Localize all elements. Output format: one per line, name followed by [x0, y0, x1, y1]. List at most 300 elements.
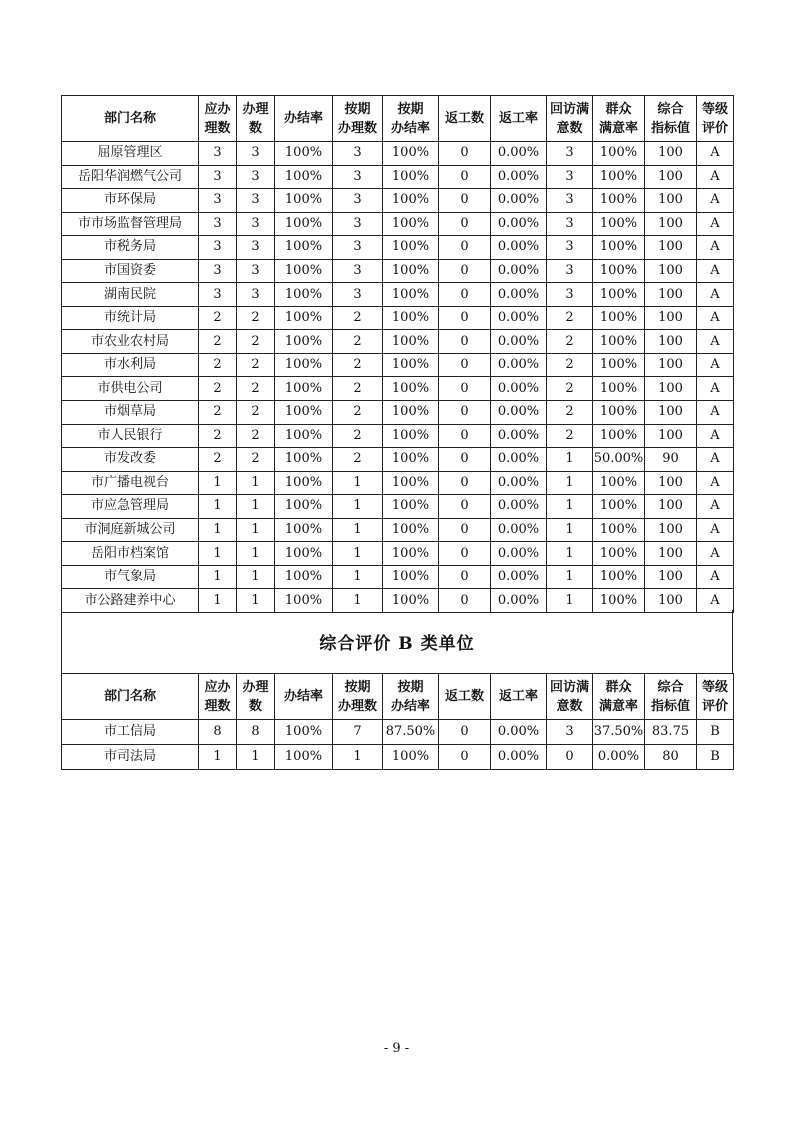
table-cell: 37.50% — [593, 720, 645, 745]
table-cell: 2 — [199, 424, 237, 448]
table-cell: 2 — [199, 377, 237, 401]
column-header — [333, 674, 383, 720]
table-cell: 100 — [645, 189, 697, 213]
column-header — [697, 674, 734, 720]
table-cell: 3 — [333, 189, 383, 213]
table-cell: 100% — [275, 720, 333, 745]
department-name-cell: 市市场监督管理局 — [62, 212, 199, 236]
column-header-line: 评价 — [701, 120, 728, 136]
table-cell: 100 — [645, 330, 697, 354]
table-cell: 100% — [275, 353, 333, 377]
page-number: - 9 - — [383, 1041, 410, 1056]
table-cell: 1 — [199, 495, 237, 519]
column-header-line: 数 — [248, 698, 262, 714]
table-cell: 2 — [547, 306, 593, 330]
table-cell: 0 — [439, 424, 491, 448]
table-cell: 0.00% — [491, 542, 547, 566]
table-cell: 100% — [275, 542, 333, 566]
table-cell: 100% — [275, 259, 333, 283]
table-cell: 100% — [275, 377, 333, 401]
table-cell: A — [697, 424, 734, 448]
table-cell: 100% — [383, 542, 439, 566]
column-header-line: 办理数 — [337, 698, 377, 714]
table-cell: A — [697, 189, 734, 213]
table-cell: 100% — [593, 330, 645, 354]
table-cell: A — [697, 377, 734, 401]
table-cell: 2 — [237, 401, 275, 425]
table-cell: 1 — [237, 495, 275, 519]
table-header-row — [62, 96, 734, 142]
table-row — [62, 745, 734, 770]
table-cell: 3 — [333, 212, 383, 236]
table-cell: 0 — [439, 306, 491, 330]
table-cell: 100 — [645, 589, 697, 613]
column-header — [383, 674, 439, 720]
table-cell: 100% — [593, 518, 645, 542]
table-cell: 0 — [439, 518, 491, 542]
table-cell: 2 — [547, 330, 593, 354]
table-cell: 83.75 — [645, 720, 697, 745]
table-cell: 100 — [645, 518, 697, 542]
table-cell: 100% — [383, 401, 439, 425]
department-name-cell: 岳阳华润燃气公司 — [62, 165, 199, 189]
table-cell: 0.00% — [593, 745, 645, 770]
table-cell: 100% — [383, 565, 439, 589]
table-cell: 100% — [593, 589, 645, 613]
table-cell: 100% — [593, 283, 645, 307]
table-row — [62, 542, 734, 566]
table-cell: 100% — [593, 306, 645, 330]
column-header-line: 返工率 — [498, 689, 538, 704]
table-cell: 3 — [333, 236, 383, 260]
table-cell: 100% — [593, 401, 645, 425]
department-name-cell: 市洞庭新城公司 — [62, 518, 199, 542]
table-cell: 1 — [547, 542, 593, 566]
table-cell: 100% — [593, 259, 645, 283]
table-cell: 1 — [333, 542, 383, 566]
table-cell: 2 — [199, 353, 237, 377]
table-cell: 2 — [333, 353, 383, 377]
table-cell: 100 — [645, 212, 697, 236]
column-header — [547, 674, 593, 720]
section-title: 综合评价 B 类单位 — [319, 634, 475, 654]
table-cell: 0.00% — [491, 259, 547, 283]
table-cell: 90 — [645, 448, 697, 472]
table-cell: 0 — [439, 189, 491, 213]
table-cell: 3 — [199, 165, 237, 189]
table-cell: 0 — [439, 745, 491, 770]
column-header — [275, 674, 333, 720]
table-cell: 100 — [645, 236, 697, 260]
table-cell: 100% — [383, 306, 439, 330]
column-header-line: 办理 — [242, 101, 269, 117]
table-cell: 3 — [547, 189, 593, 213]
table-cell: 0.00% — [491, 401, 547, 425]
column-header — [491, 674, 547, 720]
table-cell: 100 — [645, 377, 697, 401]
column-header-line: 办结率 — [390, 120, 430, 136]
table-cell: 3 — [333, 165, 383, 189]
table-cell: 100 — [645, 142, 697, 166]
table-cell: 100% — [383, 589, 439, 613]
table-cell: 100% — [383, 236, 439, 260]
table-cell: 1 — [333, 589, 383, 613]
column-header-line: 应办 — [204, 679, 231, 695]
table-cell: 0.00% — [491, 236, 547, 260]
table-cell: 1 — [199, 471, 237, 495]
table-cell: 0 — [439, 589, 491, 613]
table-cell: A — [697, 589, 734, 613]
table-cell: 3 — [237, 236, 275, 260]
column-header-line: 返工数 — [444, 689, 484, 704]
table-cell: 100% — [383, 259, 439, 283]
column-header-line: 办结率 — [283, 689, 323, 704]
table-cell: A — [697, 471, 734, 495]
table-cell: 0 — [439, 236, 491, 260]
column-header-line: 办结率 — [283, 111, 323, 126]
table-cell: A — [697, 448, 734, 472]
table-cell: 3 — [237, 165, 275, 189]
table-cell: 100% — [275, 165, 333, 189]
column-header — [275, 96, 333, 142]
department-name-cell: 市环保局 — [62, 189, 199, 213]
table-cell: 8 — [199, 720, 237, 745]
table-cell: 3 — [237, 259, 275, 283]
column-header — [645, 674, 697, 720]
column-header-line: 按期 — [397, 101, 424, 117]
table-cell: 0.00% — [491, 745, 547, 770]
column-header — [333, 96, 383, 142]
table-cell: 100% — [275, 212, 333, 236]
table-cell: 0.00% — [491, 518, 547, 542]
column-header-line: 等级 — [701, 679, 728, 695]
table-row — [62, 212, 734, 236]
table-cell: 0.00% — [491, 565, 547, 589]
column-header-line: 回访满 — [549, 679, 589, 695]
table-cell: 2 — [547, 424, 593, 448]
department-name-cell: 市公路建养中心 — [62, 589, 199, 613]
table-cell: 100% — [593, 142, 645, 166]
table-cell: 1 — [237, 565, 275, 589]
table-cell: 100 — [645, 542, 697, 566]
table-cell: 0.00% — [491, 377, 547, 401]
table-cell: 100% — [275, 424, 333, 448]
table-cell: 100% — [275, 306, 333, 330]
table-cell: B — [697, 745, 734, 770]
table-cell: A — [697, 236, 734, 260]
table-cell: 3 — [199, 236, 237, 260]
table-cell: 8 — [237, 720, 275, 745]
table-cell: 100% — [275, 189, 333, 213]
table-cell: 0.00% — [491, 330, 547, 354]
column-header — [439, 674, 491, 720]
table-cell: 100% — [275, 236, 333, 260]
table-cell: 0 — [439, 720, 491, 745]
table-cell: 100% — [275, 518, 333, 542]
table-cell: 1 — [237, 542, 275, 566]
column-header — [645, 96, 697, 142]
table-cell: 3 — [333, 259, 383, 283]
table-cell: A — [697, 212, 734, 236]
table-cell: 100% — [383, 448, 439, 472]
table-cell: A — [697, 165, 734, 189]
table-cell: 0.00% — [491, 142, 547, 166]
table-cell: 1 — [547, 518, 593, 542]
table-cell: 100 — [645, 283, 697, 307]
table-cell: 3 — [333, 283, 383, 307]
department-name-cell: 市司法局 — [62, 745, 199, 770]
table-cell: 2 — [547, 401, 593, 425]
table-cell: 1 — [237, 518, 275, 542]
table-cell: 0.00% — [491, 212, 547, 236]
table-row — [62, 353, 734, 377]
table-cell: 3 — [199, 212, 237, 236]
table-cell: 3 — [199, 259, 237, 283]
table-cell: 100% — [593, 212, 645, 236]
table-cell: 2 — [547, 353, 593, 377]
department-name-cell: 市应急管理局 — [62, 495, 199, 519]
table-cell: 100% — [275, 448, 333, 472]
column-header-line: 按期 — [397, 679, 424, 695]
table-cell: 2 — [237, 448, 275, 472]
table-cell: 100% — [383, 283, 439, 307]
table-cell: 1 — [237, 471, 275, 495]
table-cell: 0 — [439, 353, 491, 377]
table-cell: 3 — [199, 189, 237, 213]
column-header-line: 群众 — [605, 101, 632, 117]
table-header-row — [62, 674, 734, 720]
table-cell: 1 — [333, 565, 383, 589]
table-cell: 100% — [383, 330, 439, 354]
table-cell: 0.00% — [491, 353, 547, 377]
table-cell: 0 — [439, 142, 491, 166]
table-cell: 100% — [383, 745, 439, 770]
table-cell: 2 — [333, 448, 383, 472]
table-cell: 0 — [439, 471, 491, 495]
table-cell: 0 — [439, 542, 491, 566]
table-cell: 1 — [547, 448, 593, 472]
table-cell: 3 — [237, 142, 275, 166]
table-cell: 1 — [547, 565, 593, 589]
table-cell: 2 — [199, 306, 237, 330]
table-cell: 100 — [645, 401, 697, 425]
table-cell: A — [697, 401, 734, 425]
table-cell: 100% — [383, 424, 439, 448]
table-cell: 87.50% — [383, 720, 439, 745]
table-cell: 100% — [275, 565, 333, 589]
table-cell: 2 — [199, 448, 237, 472]
column-header-line: 办理数 — [337, 120, 377, 136]
column-header-line: 群众 — [605, 679, 632, 695]
table-a-units — [61, 95, 734, 613]
table-cell: 3 — [547, 259, 593, 283]
table-cell: 1 — [199, 745, 237, 770]
table-row — [62, 424, 734, 448]
column-header-line: 意数 — [556, 120, 583, 136]
table-row — [62, 283, 734, 307]
section-b-heading — [61, 610, 733, 673]
table-cell: 0 — [439, 401, 491, 425]
column-header — [547, 96, 593, 142]
department-name-cell: 市农业农村局 — [62, 330, 199, 354]
table-cell: 1 — [333, 495, 383, 519]
column-header — [199, 674, 237, 720]
table-b-body — [62, 720, 734, 770]
table-cell: 2 — [199, 330, 237, 354]
department-name-cell: 市工信局 — [62, 720, 199, 745]
department-name-cell: 市气象局 — [62, 565, 199, 589]
table-cell: 0 — [547, 745, 593, 770]
table-row — [62, 401, 734, 425]
table-cell: 0.00% — [491, 495, 547, 519]
column-header — [237, 674, 275, 720]
table-cell: 0.00% — [491, 471, 547, 495]
table-cell: A — [697, 353, 734, 377]
table-cell: 1 — [199, 565, 237, 589]
table-cell: 100% — [593, 565, 645, 589]
department-name-cell: 市国资委 — [62, 259, 199, 283]
table-row — [62, 259, 734, 283]
department-name-cell: 市统计局 — [62, 306, 199, 330]
column-header — [62, 674, 199, 720]
column-header-line: 理数 — [204, 698, 231, 714]
table-cell: A — [697, 330, 734, 354]
table-cell: 3 — [199, 142, 237, 166]
table-cell: 2 — [333, 330, 383, 354]
table-cell: 100% — [593, 542, 645, 566]
table-row — [62, 142, 734, 166]
table-cell: 0 — [439, 259, 491, 283]
table-cell: 2 — [237, 330, 275, 354]
table-cell: 50.00% — [593, 448, 645, 472]
table-cell: 3 — [547, 283, 593, 307]
column-header-line: 办理 — [242, 679, 269, 695]
table-cell: 100% — [383, 189, 439, 213]
table-cell: A — [697, 283, 734, 307]
table-cell: 100% — [593, 377, 645, 401]
table-cell: 0 — [439, 165, 491, 189]
table-cell: 100% — [593, 471, 645, 495]
table-cell: 1 — [199, 542, 237, 566]
table-cell: 2 — [333, 306, 383, 330]
table-cell: A — [697, 306, 734, 330]
table-cell: 100 — [645, 495, 697, 519]
column-header — [593, 96, 645, 142]
table-row — [62, 330, 734, 354]
column-header-line: 数 — [248, 120, 262, 136]
table-cell: 100 — [645, 471, 697, 495]
table-cell: 3 — [547, 212, 593, 236]
table-cell: 2 — [237, 306, 275, 330]
table-cell: 100% — [593, 353, 645, 377]
table-row — [62, 165, 734, 189]
table-row — [62, 448, 734, 472]
column-header-line: 意数 — [556, 698, 583, 714]
table-cell: 0 — [439, 283, 491, 307]
column-header-line: 满意率 — [598, 120, 638, 136]
table-cell: A — [697, 495, 734, 519]
department-name-cell: 市人民银行 — [62, 424, 199, 448]
table-cell: 100 — [645, 165, 697, 189]
table-cell: A — [697, 518, 734, 542]
table-cell: 100% — [593, 236, 645, 260]
column-header-line: 按期 — [344, 679, 371, 695]
table-cell: 3 — [547, 165, 593, 189]
column-header-line: 部门名称 — [103, 689, 156, 704]
column-header-line: 指标值 — [650, 698, 690, 714]
column-header — [62, 96, 199, 142]
table-cell: B — [697, 720, 734, 745]
table-cell: 100% — [593, 424, 645, 448]
table-cell: 2 — [333, 377, 383, 401]
table-cell: 100 — [645, 565, 697, 589]
column-header-line: 指标值 — [650, 120, 690, 136]
column-header-line: 评价 — [701, 698, 728, 714]
column-header — [237, 96, 275, 142]
table-cell: 2 — [237, 377, 275, 401]
table-cell: A — [697, 565, 734, 589]
column-header-line: 等级 — [701, 101, 728, 117]
table-cell: A — [697, 542, 734, 566]
table-cell: 2 — [237, 424, 275, 448]
table-row — [62, 189, 734, 213]
table-cell: 0.00% — [491, 283, 547, 307]
table-row — [62, 589, 734, 613]
table-cell: 100% — [383, 495, 439, 519]
table-cell: 3 — [237, 189, 275, 213]
table-cell: 100% — [383, 142, 439, 166]
department-name-cell: 市税务局 — [62, 236, 199, 260]
column-header — [439, 96, 491, 142]
table-cell: 0 — [439, 330, 491, 354]
table-cell: 0 — [439, 448, 491, 472]
column-header-line: 回访满 — [549, 101, 589, 117]
column-header-line: 部门名称 — [103, 111, 156, 126]
department-name-cell: 市供电公司 — [62, 377, 199, 401]
table-cell: 0.00% — [491, 424, 547, 448]
table-row — [62, 377, 734, 401]
table-cell: 100% — [275, 471, 333, 495]
table-cell: 100% — [275, 142, 333, 166]
table-cell: 2 — [333, 424, 383, 448]
table-cell: 100% — [383, 471, 439, 495]
table-cell: 2 — [199, 401, 237, 425]
table-cell: 100% — [383, 212, 439, 236]
column-header-line: 综合 — [657, 679, 684, 695]
table-cell: 0.00% — [491, 448, 547, 472]
table-cell: 1 — [547, 589, 593, 613]
table-cell: 0 — [439, 212, 491, 236]
table-cell: 0.00% — [491, 189, 547, 213]
table-cell: 3 — [237, 212, 275, 236]
column-header — [491, 96, 547, 142]
table-cell: 100% — [275, 745, 333, 770]
table-cell: 0 — [439, 565, 491, 589]
table-cell: 0 — [439, 495, 491, 519]
table-b-units — [61, 673, 734, 770]
table-row — [62, 471, 734, 495]
table-cell: 100% — [383, 353, 439, 377]
table-cell: 2 — [547, 377, 593, 401]
table-cell: 1 — [199, 518, 237, 542]
table-row — [62, 495, 734, 519]
table-cell: 1 — [333, 471, 383, 495]
table-cell: 0.00% — [491, 720, 547, 745]
table-cell: 3 — [199, 283, 237, 307]
table-cell: 1 — [199, 589, 237, 613]
column-header — [697, 96, 734, 142]
table-a-body — [62, 142, 734, 613]
